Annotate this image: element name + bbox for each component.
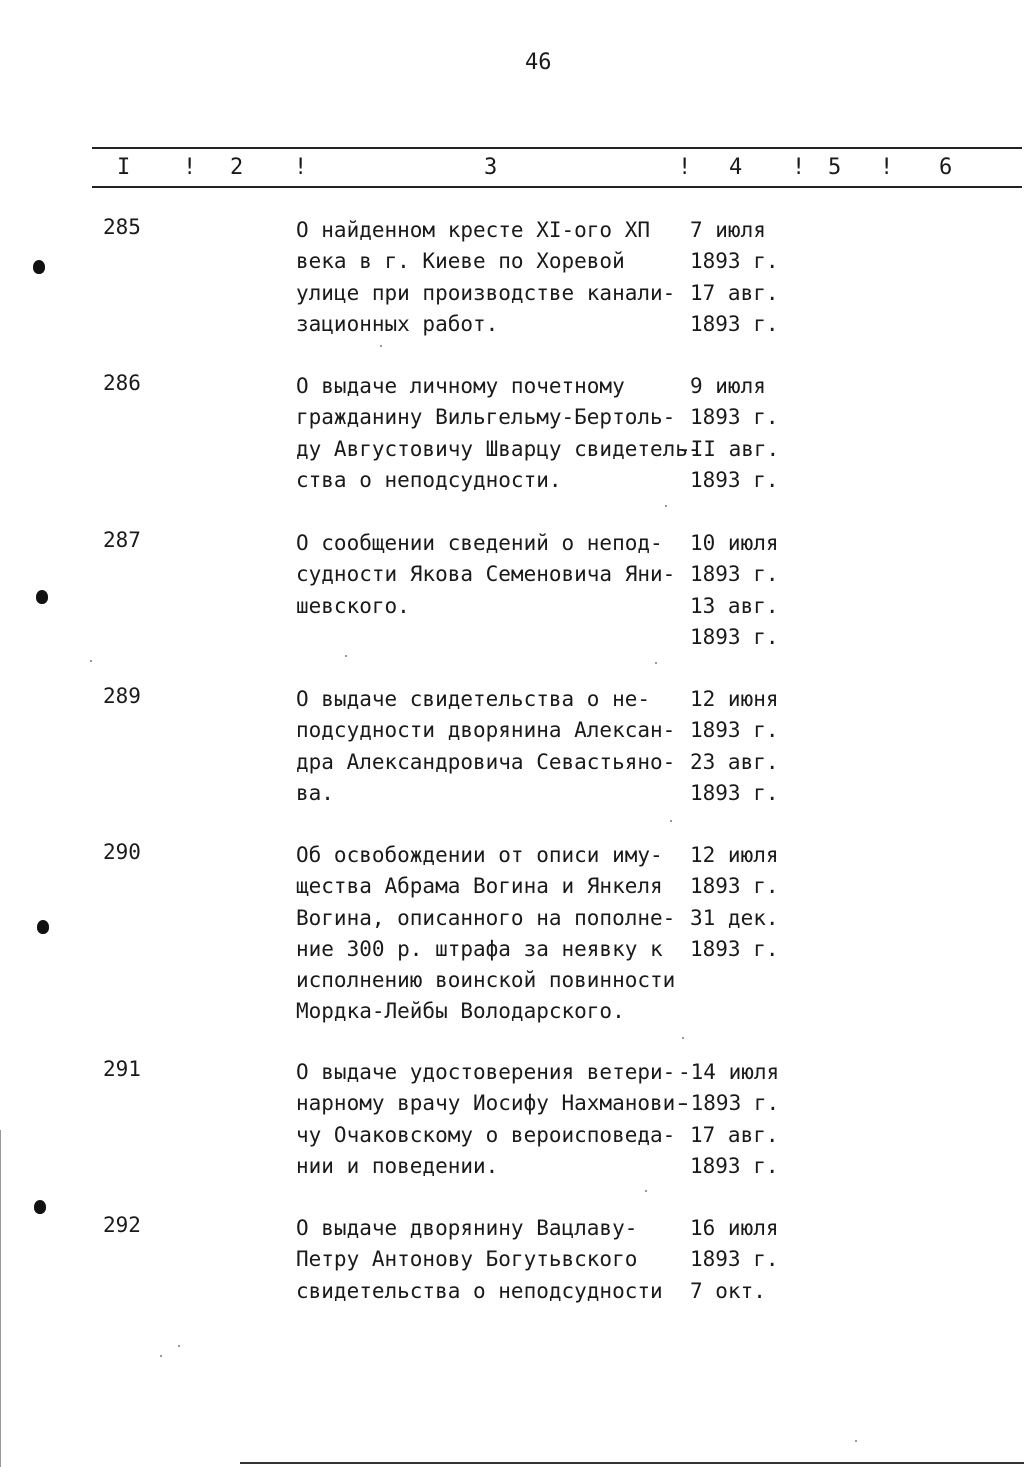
column-header-6: 6 [939, 155, 953, 180]
description-line: века в г. Киеве по Хоревой [296, 249, 625, 274]
page-number: 46 [525, 50, 552, 75]
description-line: Об освобождении от описи иму- [296, 843, 663, 867]
description-line: О выдаче удостоверения ветери- [296, 1060, 676, 1084]
date-line: -14 июля [678, 1060, 780, 1084]
binding-hole-mark [33, 260, 45, 274]
description-line: О найденном кресте XI-ого XП [296, 218, 651, 242]
scan-speck [670, 820, 672, 822]
description-line: свидетельства о неподсудности [296, 1278, 663, 1303]
binding-hole-mark [36, 590, 48, 604]
scan-speck [682, 1037, 684, 1039]
entry-number: 286 [103, 371, 141, 395]
date-line: 1893 г. [690, 624, 779, 649]
entry-number: 285 [103, 215, 141, 239]
description-line: О сообщении сведений о непод- [296, 531, 663, 555]
scan-speck [178, 1345, 180, 1347]
column-separator: ! [678, 155, 692, 180]
date-line: -II авг. [678, 436, 780, 461]
date-line: -1893 г. [678, 1091, 780, 1116]
scan-speck [345, 655, 347, 657]
description-line: гражданину Вильгельму-Бертоль- [296, 405, 676, 430]
description-line: О выдаче дворянину Вацлаву- [296, 1216, 638, 1240]
date-line: 1893 г. [690, 562, 779, 587]
description-line: чу Очаковскому о вероисповеда- [296, 1122, 676, 1147]
column-header-2: 2 [230, 155, 244, 180]
scan-speck [90, 660, 92, 662]
bottom-edge-rule [240, 1462, 1024, 1464]
date-line: 17 авг. [690, 1122, 779, 1147]
entry-number: 289 [103, 684, 141, 708]
description-line: улице при производстве канали- [296, 280, 676, 305]
date-line: 7 окт. [690, 1278, 766, 1303]
date-line: 23 авг. [690, 749, 779, 774]
description-line: ства о неподсудности. [296, 467, 562, 492]
entry-description [296, 1213, 691, 1307]
entry-dates [678, 1057, 780, 1182]
date-line: 1893 г. [690, 467, 779, 492]
description-line: судности Якова Семеновича Яни- [296, 562, 676, 587]
date-line: 17 авг. [690, 280, 779, 305]
date-line: 1893 г. [690, 405, 779, 430]
entry-description [296, 840, 691, 1028]
entry-number: 291 [103, 1057, 141, 1081]
entry-number: 287 [103, 528, 141, 552]
entry-dates [690, 684, 779, 809]
column-separator: ! [880, 155, 894, 180]
column-separator: ! [183, 155, 197, 180]
scan-speck [655, 662, 657, 664]
date-line: 12 июля [690, 843, 779, 867]
column-separator: ! [792, 155, 806, 180]
description-line: ние 300 р. штрафа за неявку к [296, 936, 663, 961]
description-line: шевского. [296, 593, 410, 618]
entry-number: 290 [103, 840, 141, 864]
description-line: ду Августовичу Шварцу свидетель- [296, 436, 701, 461]
date-line: 12 июня [690, 687, 779, 711]
date-line: 1893 г. [690, 1247, 779, 1272]
entry-description [296, 215, 691, 340]
scan-speck [380, 345, 382, 347]
description-line: О выдаче личному почетному [296, 374, 625, 398]
entry-dates [690, 528, 779, 653]
entry-description [296, 684, 691, 809]
date-line: 31 дек. [690, 905, 779, 930]
description-line: зационных работ. [296, 311, 499, 336]
description-line: подсудности дворянина Алексан- [296, 718, 676, 743]
column-header-4: 4 [729, 155, 743, 180]
entry-dates [690, 1213, 779, 1307]
scan-speck [645, 1190, 647, 1192]
entry-dates [690, 215, 779, 340]
scan-speck [855, 1440, 857, 1442]
scan-speck [665, 505, 667, 507]
date-line: 7 июля [690, 218, 766, 242]
date-line: 1893 г. [690, 311, 779, 336]
binding-hole-mark [34, 1200, 46, 1214]
entry-description [296, 528, 691, 622]
entry-dates [678, 371, 780, 496]
date-line: 1893 г. [690, 780, 779, 805]
description-line: Мордка-Лейбы Володарского. [296, 999, 625, 1024]
column-header-5: 5 [828, 155, 842, 180]
date-line: 13 авг. [690, 593, 779, 618]
entry-number: 292 [103, 1213, 141, 1237]
column-separator: ! [294, 155, 308, 180]
description-line: нарному врачу Иосифу Нахманови- [296, 1091, 688, 1116]
scan-edge-line [0, 1130, 1, 1467]
binding-hole-mark [37, 920, 49, 934]
entry-description [296, 371, 701, 496]
date-line: 1893 г. [690, 936, 779, 961]
date-line: 16 июля [690, 1216, 779, 1240]
description-line: дра Александровича Севастьяно- [296, 749, 676, 774]
date-line: 1893 г. [690, 249, 779, 274]
description-line: ва. [296, 780, 334, 805]
description-line: Вогина, описанного на пополне- [296, 905, 676, 930]
description-line: нии и поведении. [296, 1153, 499, 1178]
column-header-1: I [117, 155, 131, 180]
date-line: 9 июля [690, 374, 766, 398]
description-line: исполнению воинской повинности [296, 968, 676, 993]
entry-dates [690, 840, 779, 965]
entry-description [296, 1057, 691, 1182]
description-line: щества Абрама Вогина и Янкеля [296, 874, 663, 899]
date-line: 1893 г. [690, 1153, 779, 1178]
column-header-3: 3 [484, 155, 498, 180]
date-line: 10 июля [690, 531, 779, 555]
date-line: 1893 г. [690, 874, 779, 899]
description-line: О выдаче свидетельства о не- [296, 687, 651, 711]
scan-speck [160, 1355, 162, 1357]
description-line: Петру Антонову Богутьвского [296, 1247, 638, 1272]
date-line: 1893 г. [690, 718, 779, 743]
